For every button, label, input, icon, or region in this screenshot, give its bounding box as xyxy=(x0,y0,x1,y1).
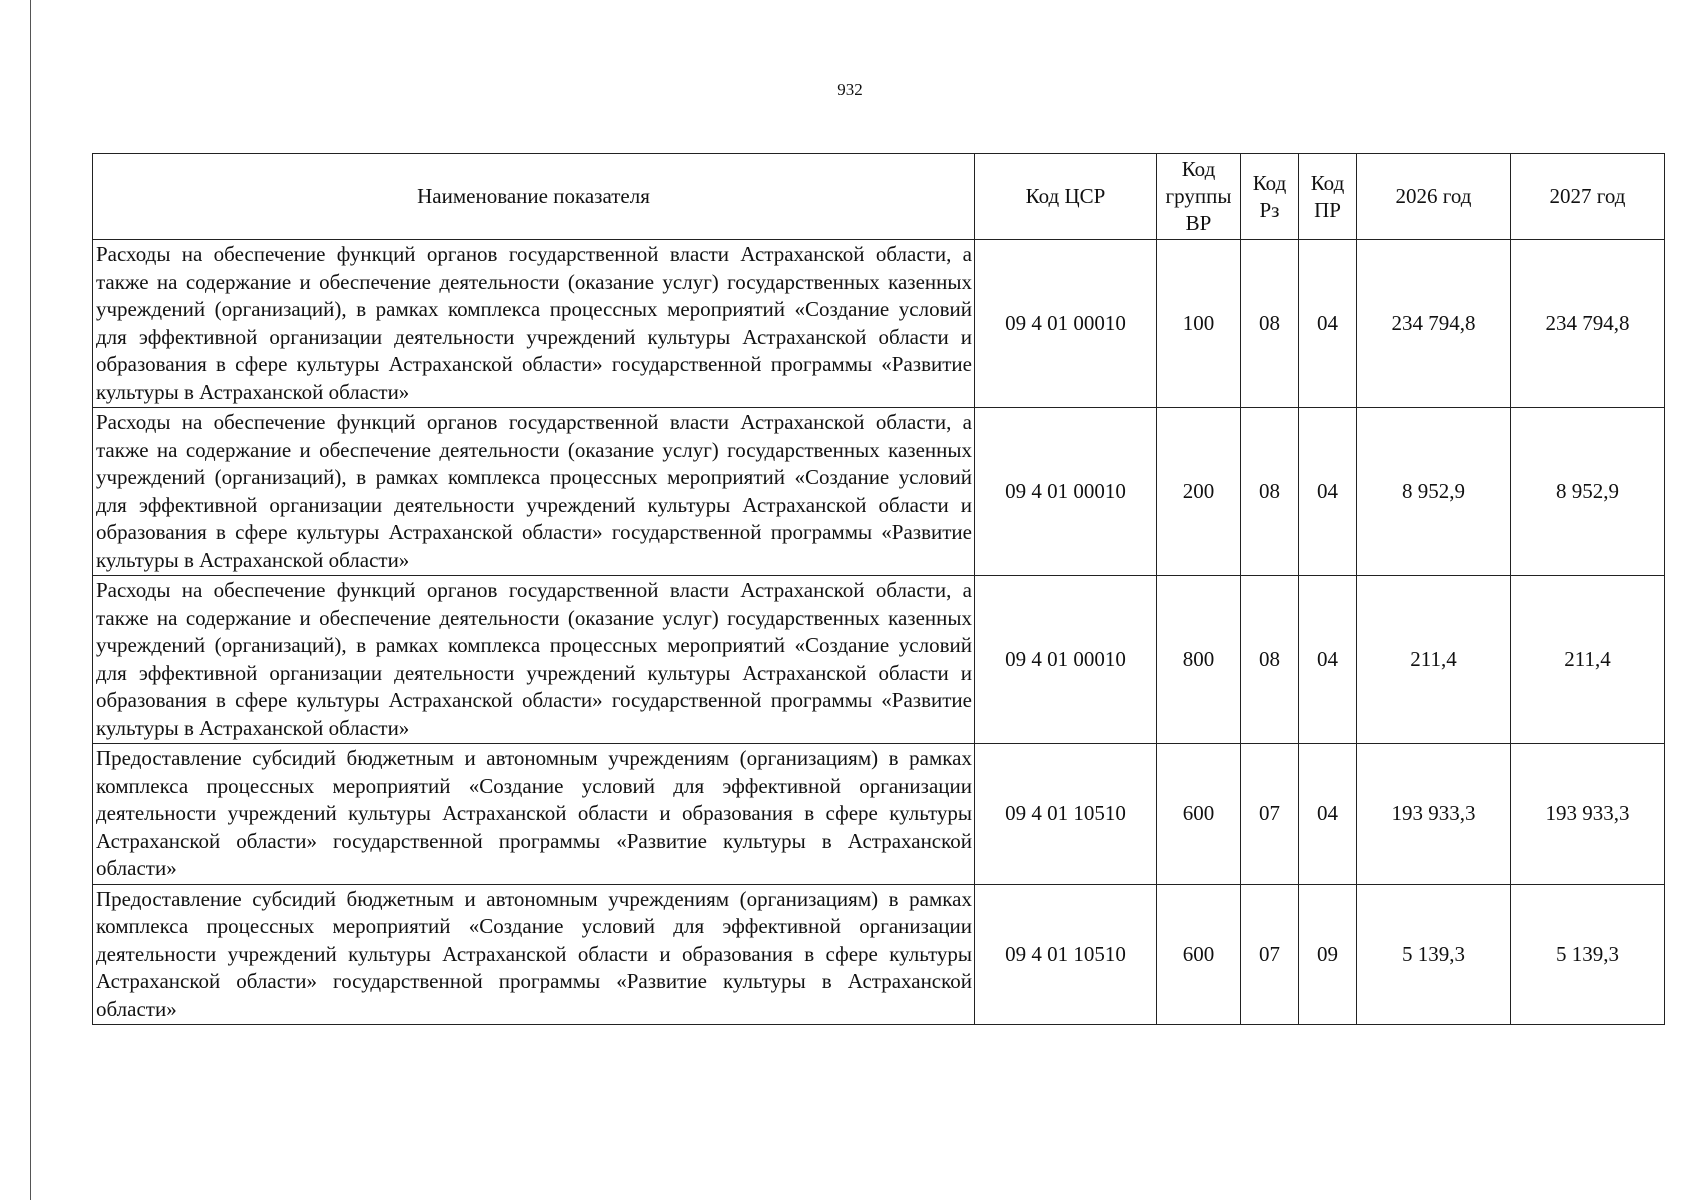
row-amount-2027: 193 933,3 xyxy=(1511,744,1665,885)
row-pr-code: 04 xyxy=(1299,744,1357,885)
header-vr-line1: Код xyxy=(1181,157,1216,181)
row-pr-code: 09 xyxy=(1299,884,1357,1025)
header-name: Наименование показателя xyxy=(93,154,975,240)
row-amount-2026: 5 139,3 xyxy=(1357,884,1511,1025)
row-vr-code: 200 xyxy=(1157,408,1241,576)
row-vr-code: 100 xyxy=(1157,240,1241,408)
header-rz-line1: Код xyxy=(1252,170,1287,195)
header-csr-code: Код ЦСР xyxy=(975,154,1157,240)
row-pr-code: 04 xyxy=(1299,408,1357,576)
row-vr-code: 800 xyxy=(1157,576,1241,744)
page-number: 932 xyxy=(837,80,863,99)
row-amount-2026: 193 933,3 xyxy=(1357,744,1511,885)
header-rz-code xyxy=(1241,154,1299,240)
row-amount-2027: 211,4 xyxy=(1511,576,1665,744)
table-row xyxy=(93,884,1665,1025)
row-rz-code: 07 xyxy=(1241,744,1299,885)
row-name: Предоставление субсидий бюджетным и автономным учреждениям (организациям) в рамках комплекса процессных мероприятий «Создание условий для эффективной организации деятельности учреждений культуры Астраханской области и образования в сфере культуры Астраханской области» государственной программы «Развитие культуры в Астраханской области» xyxy=(93,884,975,1025)
header-pr-code xyxy=(1299,154,1357,240)
row-csr-code: 09 4 01 00010 xyxy=(975,408,1157,576)
table-row xyxy=(93,408,1665,576)
row-amount-2026: 234 794,8 xyxy=(1357,240,1511,408)
header-pr-line2: ПР xyxy=(1314,197,1341,222)
header-year-2027: 2027 год xyxy=(1511,154,1665,240)
row-name: Расходы на обеспечение функций органов государственной власти Астраханской области, а также на содержание и обеспечение деятельности (оказание услуг) государственных казенных учреждений (организаций), в рамках комплекса процессных мероприятий «Создание условий для эффективной организации деятельности учреждений культуры Астраханской области и образования в сфере культуры Астраханской области» государственной программы «Развитие культуры в Астраханской области» xyxy=(93,240,975,408)
header-pr-line1: Код xyxy=(1310,170,1345,195)
row-rz-code: 08 xyxy=(1241,408,1299,576)
header-rz-line2: Рз xyxy=(1259,197,1280,222)
row-pr-code: 04 xyxy=(1299,240,1357,408)
header-row xyxy=(93,154,1665,240)
row-rz-code: 08 xyxy=(1241,576,1299,744)
row-amount-2026: 211,4 xyxy=(1357,576,1511,744)
row-vr-code: 600 xyxy=(1157,744,1241,885)
row-pr-code: 04 xyxy=(1299,576,1357,744)
table-row xyxy=(93,576,1665,744)
table-header xyxy=(93,154,1665,240)
row-csr-code: 09 4 01 10510 xyxy=(975,744,1157,885)
row-amount-2027: 234 794,8 xyxy=(1511,240,1665,408)
header-year-2026: 2026 год xyxy=(1357,154,1511,240)
header-vr-line3: ВР xyxy=(1185,211,1212,235)
table-row xyxy=(93,744,1665,885)
row-amount-2027: 8 952,9 xyxy=(1511,408,1665,576)
row-amount-2027: 5 139,3 xyxy=(1511,884,1665,1025)
budget-table xyxy=(92,153,1665,1025)
row-name: Расходы на обеспечение функций органов государственной власти Астраханской области, а также на содержание и обеспечение деятельности (оказание услуг) государственных казенных учреждений (организаций), в рамках комплекса процессных мероприятий «Создание условий для эффективной организации деятельности учреждений культуры Астраханской области и образования в сфере культуры Астраханской области» государственной программы «Развитие культуры в Астраханской области» xyxy=(93,576,975,744)
row-rz-code: 08 xyxy=(1241,240,1299,408)
header-vr-line2: группы xyxy=(1165,184,1232,208)
table-body xyxy=(93,240,1665,1025)
row-csr-code: 09 4 01 00010 xyxy=(975,576,1157,744)
row-amount-2026: 8 952,9 xyxy=(1357,408,1511,576)
row-name: Расходы на обеспечение функций органов государственной власти Астраханской области, а также на содержание и обеспечение деятельности (оказание услуг) государственных казенных учреждений (организаций), в рамках комплекса процессных мероприятий «Создание условий для эффективной организации деятельности учреждений культуры Астраханской области и образования в сфере культуры Астраханской области» государственной программы «Развитие культуры в Астраханской области» xyxy=(93,408,975,576)
row-name: Предоставление субсидий бюджетным и автономным учреждениям (организациям) в рамках комплекса процессных мероприятий «Создание условий для эффективной организации деятельности учреждений культуры Астраханской области и образования в сфере культуры Астраханской области» государственной программы «Развитие культуры в Астраханской области» xyxy=(93,744,975,885)
row-vr-code: 600 xyxy=(1157,884,1241,1025)
binding-margin-line xyxy=(30,0,31,1200)
row-csr-code: 09 4 01 10510 xyxy=(975,884,1157,1025)
row-rz-code: 07 xyxy=(1241,884,1299,1025)
row-csr-code: 09 4 01 00010 xyxy=(975,240,1157,408)
table-row xyxy=(93,240,1665,408)
header-vr-code xyxy=(1157,154,1241,240)
